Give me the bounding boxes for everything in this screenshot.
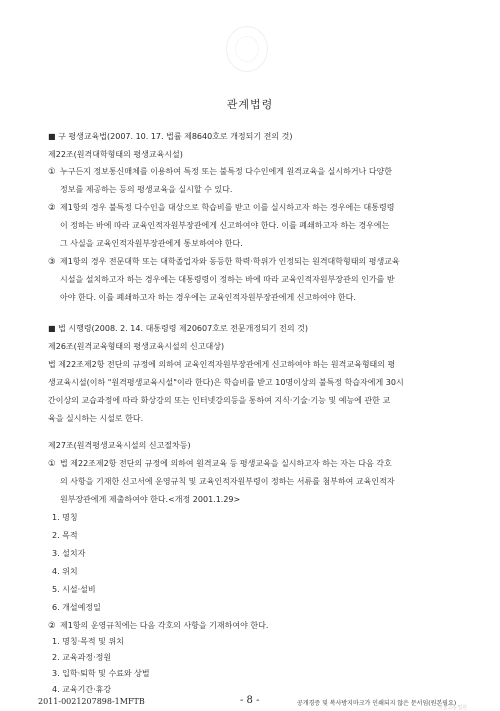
list-item: 4. 위치	[52, 567, 78, 576]
list-item: 1. 명칭	[52, 513, 78, 522]
article27-title: 제27조(원격평생교육시설의 신고절차등)	[48, 441, 191, 450]
a27-p1-line2: 의 사항을 기재한 신고서에 운영규칙 및 교육인적자원부령이 정하는 서류를 첨부하여 교육인적자	[60, 477, 395, 486]
court-stamp: 서울고등법원	[438, 705, 467, 711]
list-item: 3. 입학·퇴학 및 수료와 상벌	[52, 669, 150, 678]
a27-p1-line1: 법 제22조제2항 전단의 규정에 의하여 원격교육 등 평생교육을 실시하고자 하는 자는 다음 각호	[60, 459, 392, 468]
a22-p3-line1: 제1항의 경우 전문대학 또는 대학졸업자와 동등한 학력·학위가 인정되는 원격대학형태의 평생교육	[60, 257, 400, 266]
a22-p1-line2: 정보를 제공하는 등의 평생교육을 실시할 수 있다.	[60, 185, 233, 194]
list-item: 2. 목적	[52, 531, 78, 540]
a26-line4: 육을 실시하는 시설로 한다.	[48, 414, 144, 423]
a22-p3-line3: 아야 한다. 이를 폐쇄하고자 하는 경우에는 교육인적자원부장관에게 신고하여야 한다.	[60, 293, 356, 302]
footer-doc-id: 2011-0021207898-1MFTB	[38, 697, 145, 706]
list-item: 3. 설치자	[52, 549, 86, 558]
paragraph-marker: ①	[48, 167, 56, 177]
section1-heading: ■ 구 평생교육법(2007. 10. 17. 법률 제8640호로 개정되기 전의 것)	[48, 132, 293, 141]
footer-notice: 공개경증 및 복사방지마크가 인쇄되지 않은 문서임(원본필요)	[297, 700, 457, 707]
footer-page-number: - 8 -	[240, 695, 260, 706]
a22-p2-line3: 그 사실을 교육인적자원부장관에게 통보하여야 한다.	[60, 239, 243, 248]
section2-heading: ■ 법 시행령(2008. 2. 14. 대통령령 제20607호로 전문개정되기 전의 것)	[48, 324, 308, 333]
list-item: 5. 시설·설비	[52, 585, 96, 594]
paragraph-marker: ②	[48, 621, 56, 631]
a22-p3-line2: 시설을 설치하고자 하는 경우에는 대통령령이 정하는 바에 따라 교육인적자원부장관의 인가를 받	[60, 275, 395, 284]
list-item: 6. 개설예정일	[52, 603, 101, 612]
article22-title: 제22조(원격대학형태의 평생교육시설)	[48, 150, 183, 159]
list-item: 2. 교육과정·정원	[52, 653, 112, 662]
a26-line1: 법 제22조제2항 전단의 규정에 의하여 교육인적자원부장관에게 신고하여야 하는 원격교육형태의 평	[48, 360, 396, 369]
paragraph-marker: ②	[48, 203, 56, 213]
paragraph-marker: ③	[48, 257, 56, 267]
a26-line3: 간이상의 교습과정에 따라 화상강의 또는 인터넷강의등을 통하여 지식·기술·기능 및 예능에 관한 교	[48, 396, 391, 405]
page-title: 관계법령	[226, 98, 274, 111]
a22-p2-line1: 제1항의 경우 불특정 다수인을 대상으로 학습비를 받고 이를 실시하고자 하는 경우에는 대통령령	[60, 203, 395, 212]
a26-line2: 생교육시설(이하 "원격평생교육시설"이라 한다)은 학습비를 받고 10명이상의 불특정 학습자에게 30시	[48, 378, 404, 387]
a27-p1-line3: 원부장관에게 제출하여야 한다.<개정 2001.1.29>	[60, 495, 241, 504]
list-item: 1. 명칭·목적 및 위치	[52, 637, 124, 646]
a22-p2-line2: 이 정하는 바에 따라 교육인적자원부장관에게 신고하여야 한다. 이를 폐쇄하고자 하는 경우에는	[60, 221, 390, 230]
article26-title: 제26조(원격교육형태의 평생교육시설의 신고대상)	[48, 342, 225, 351]
a27-p2-line1: 제1항의 운영규칙에는 다음 각호의 사항을 기재하여야 한다.	[60, 621, 269, 630]
list-item: 4. 교육기간·휴강	[52, 685, 112, 694]
a22-p1-line1: 누구든지 정보통신매체를 이용하여 특정 또는 불특정 다수인에게 원격교육을 실시하거나 다양한	[60, 167, 393, 176]
seal-watermark	[226, 26, 268, 72]
paragraph-marker: ①	[48, 459, 56, 469]
